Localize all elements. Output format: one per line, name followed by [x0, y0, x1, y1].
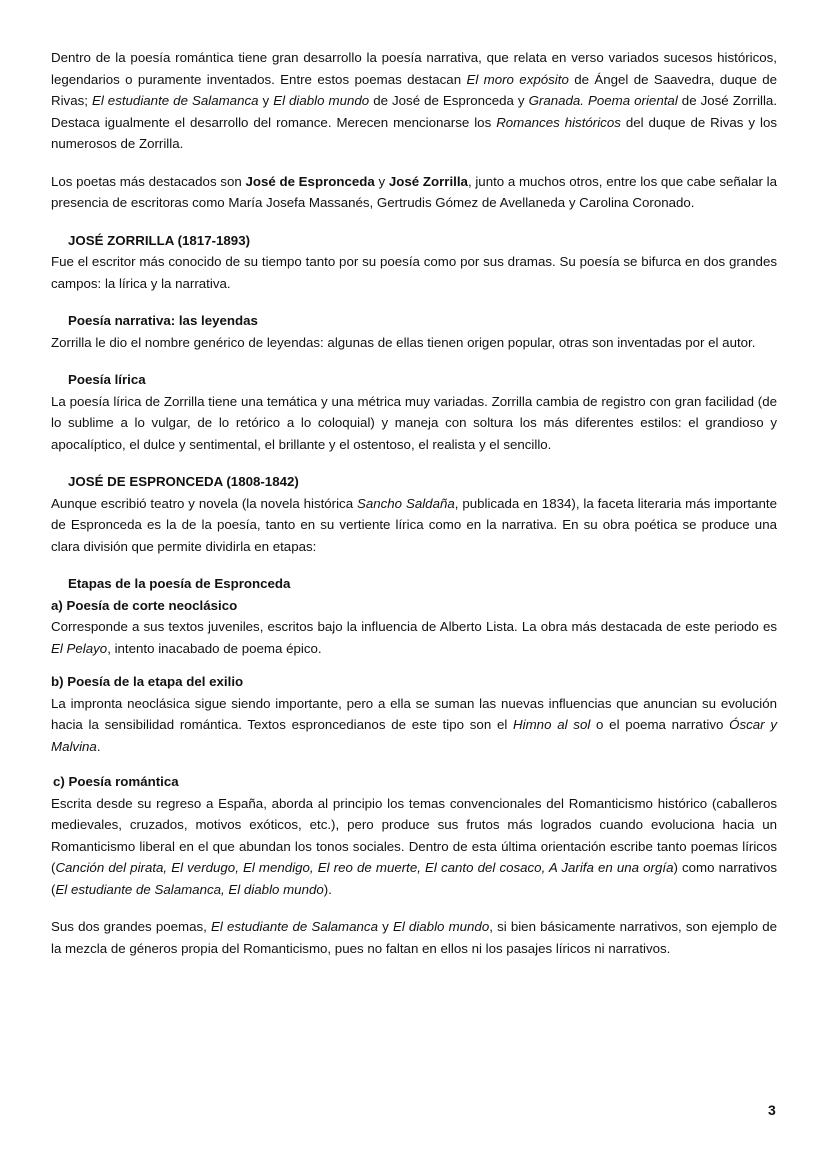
heading-jose-de-espronceda: JOSÉ DE ESPRONCEDA (1808-1842): [68, 474, 299, 489]
heading-jose-zorrilla: JOSÉ ZORRILLA (1817-1893): [68, 232, 251, 248]
paragraph-etapa-exilio: La impronta neoclásica sigue siendo importante, pero a ella se suman las nuevas influencias que anuncian su evolución hacia la sensibilidad romántica. Textos esproncedianos de este tipo son el Himno al sol o el poema narrativo Óscar y Malvina.: [51, 695, 777, 754]
heading-poesia-lirica: Poesía lírica: [68, 372, 146, 387]
paragraph-zorrilla-intro: Fue el escritor más conocido de su tiempo tanto por su poesía como por sus dramas. Su poesía se bifurca en dos grandes campos: la lírica y la narrativa.: [51, 254, 777, 291]
page-number: 3: [768, 1102, 776, 1118]
heading-etapas-espronceda: Etapas de la poesía de Espronceda: [68, 576, 291, 591]
heading-etapa-exilio: b) Poesía de la etapa del exilio: [51, 674, 244, 689]
heading-etapa-romantica: c) Poesía romántica: [53, 774, 179, 789]
paragraph-espronceda-intro: Aunque escribió teatro y novela (la novela histórica Sancho Saldaña, publicada en 1834), la faceta literaria más importante de Espronceda es la de la poesía, tanto en su vertiente lírica como en la narrativa. En su obra poética se produce una clara división que permite dividirla en etapas:: [51, 495, 778, 554]
paragraph-poesia-narrativa: Dentro de la poesía romántica tiene gran desarrollo la poesía narrativa, que relata en verso variados sucesos históricos, legendarios o puramente inventados. Entre estos poemas destacan El moro expósito de Ángel de Saavedra, duque de Rivas; El estudiante de Salamanca y El diablo mundo de José de Espronceda y Granada. Poema oriental de José Zorrilla. Destaca igualmente el desarrollo del romance. Merecen mencionarse los Romances históricos del duque de Rivas y los numerosos de Zorrilla.: [51, 50, 778, 151]
paragraph-poetas-destacados: Los poetas más destacados son José de Espronceda y José Zorrilla, junto a muchos otros, entre los que cabe señalar la presencia de escritoras como María Josefa Massanés, Gertrudis Gómez de Avellaneda y Carolina Coronado.: [51, 173, 778, 210]
paragraph-poesia-lirica: La poesía lírica de Zorrilla tiene una temática y una métrica muy variadas. Zorrilla cambia de registro con gran facilidad (de lo sublime a lo vulgar, de lo retórico a lo coloquial) y maneja con soltura los más diferentes estilos: el grandioso y apocalíptico, el dulce y sentimental, el brillante y el ostentoso, el realista y el sencillo.: [51, 393, 777, 452]
paragraph-grandes-poemas: Sus dos grandes poemas, El estudiante de Salamanca y El diablo mundo, si bien básicamente narrativos, son ejemplo de la mezcla de géneros propia del Romanticismo, pues no faltan en ellos ni los pasajes líricos ni narrativos.: [51, 919, 778, 956]
paragraph-etapa-romantica: Escrita desde su regreso a España, aborda al principio los temas convencionales del Romanticismo histórico (caballeros medievales, cruzados, motivos exóticos, etc.), pero produce sus frutos más logrados cuando evoluciona hacia un Romanticismo liberal en el que abundan los tonos sociales. Dentro de esta última orientación escribe tanto poemas líricos (Canción del pirata, El verdugo, El mendigo, El reo de muerte, El canto del cosaco, A Jarifa en una orgía) como narrativos (El estudiante de Salamanca, El diablo mundo).: [51, 795, 777, 897]
heading-etapa-neoclasico: a) Poesía de corte neoclásico: [51, 597, 238, 613]
page-content: [51, 47, 777, 959]
paragraph-etapa-neoclasico: Corresponde a sus textos juveniles, escritos bajo la influencia de Alberto Lista. La obra más destacada de este periodo es El Pelayo, intento inacabado de poema épico.: [51, 619, 777, 656]
paragraph-leyendas: Zorrilla le dio el nombre genérico de leyendas: algunas de ellas tienen origen popular, otras son inventadas por el autor.: [51, 334, 756, 350]
heading-poesia-narrativa-leyendas: Poesía narrativa: las leyendas: [68, 313, 258, 328]
